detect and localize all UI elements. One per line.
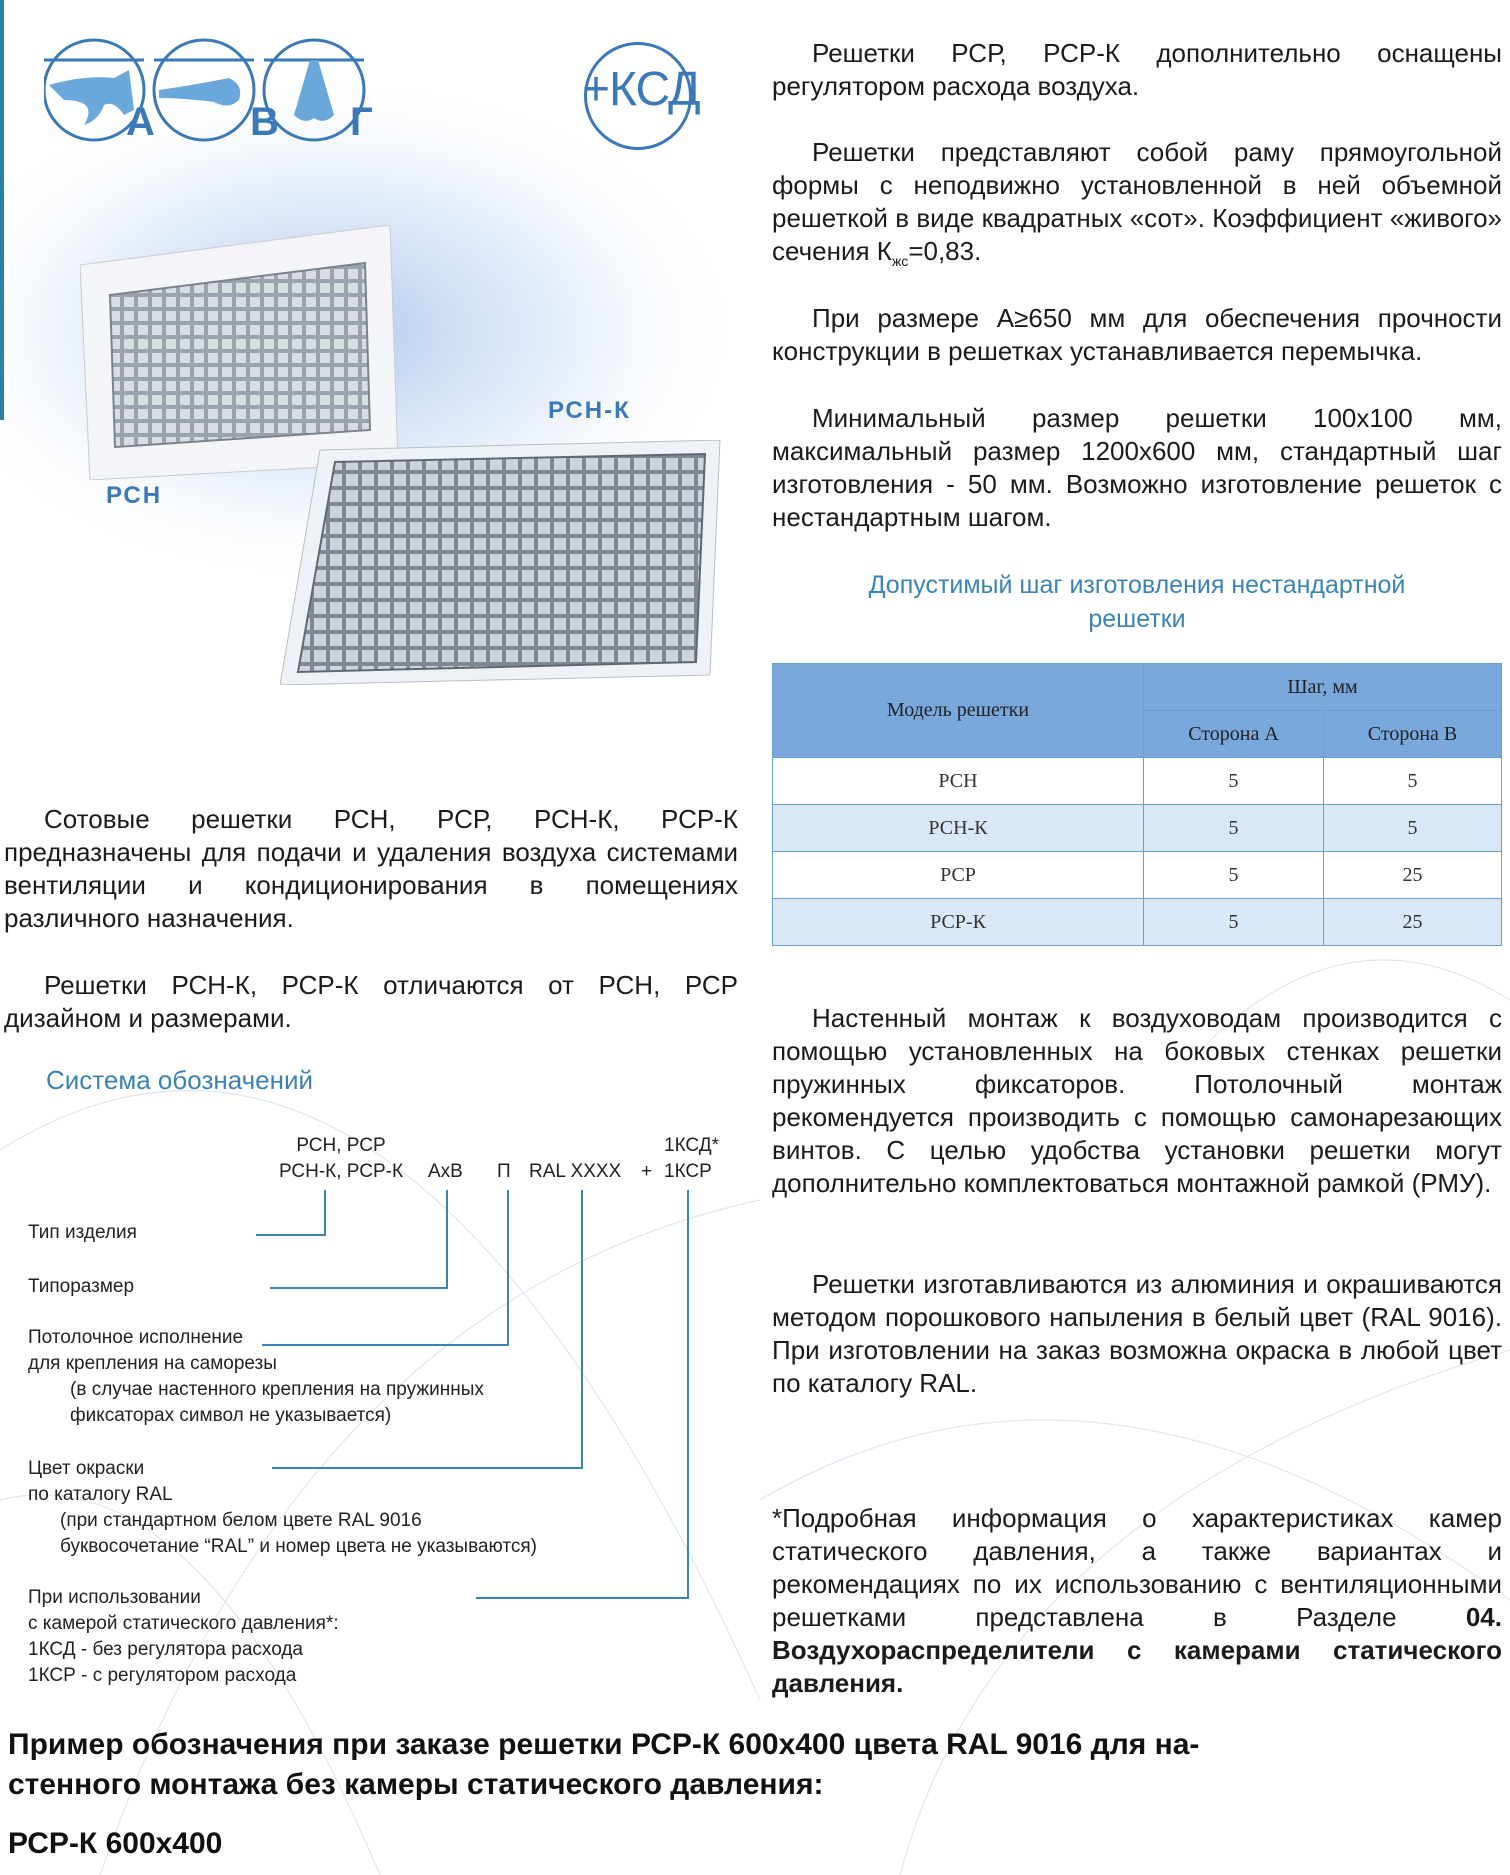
paragraph-footnote: *Подробная информация о характеристиках камер статического давления, а также вариантах и рекомендациях по их использованию с вентиляционными решетками представлена в Разделе 04. Воздухораспределители с камерами статического давления.	[772, 1503, 1502, 1698]
rsnk-photo-label: РСН-К	[548, 397, 631, 424]
order-example-code: РСР-К 600х400	[8, 1827, 223, 1860]
flow-g-icon	[264, 40, 364, 140]
paragraph-purpose: Сотовые решетки РСН, РСР, РСН-К, РСР-К предназначены для подачи и удаления воздуха системами вентиляции и кондиционирования в помещениях различного назначения.	[4, 804, 738, 933]
code-models: РСН, РСР РСН-К, РСР-К	[278, 1135, 404, 1182]
label-ceiling: Потолочное исполнение для крепления на саморезы (в случае настенного крепления на пружинных фиксаторах символ не указывается)	[28, 1327, 484, 1426]
paragraph-sizes: Минимальный размер решетки 100х100 мм, максимальный размер 1200х600 мм, стандартный шаг изготовления - 50 мм. Возможно изготовление решеток с нестандартным шагом.	[772, 403, 1502, 532]
code-p: П	[497, 1161, 511, 1182]
table-caption: Допустимый шаг изготовления нестандартной решетки	[868, 571, 1406, 633]
paragraph-difference: Решетки РСН-К, РСР-К отличаются от РСН, РСР дизайном и размерами.	[4, 970, 738, 1033]
table-header-step: Шаг, мм	[1144, 664, 1502, 711]
flow-g-label: Г	[350, 100, 373, 144]
flow-type-icons	[44, 30, 374, 150]
code-size: АхВ	[428, 1161, 463, 1182]
rsn-photo-label: РСН	[106, 482, 163, 509]
table-row: РСН-К 5 5	[773, 805, 1502, 852]
label-product-type: Тип изделия	[28, 1222, 137, 1243]
step-table	[772, 663, 1502, 946]
label-chamber: При использовании с камерой статического давления*: 1КСД - без регулятора расхода 1КСР - с регулятором расхода	[28, 1587, 339, 1686]
table-header-model: Модель решетки	[773, 664, 1144, 758]
paragraph-mounting: Настенный монтаж к воздуховодам производится с помощью установленных на боковых стенках решетки пружинных фиксаторов. Потолочный монтаж рекомендуется производить с помощью самонарезающих винтов. С целью удобства установки решетки могут дополнительно комплектоваться монтажной рамкой (РМУ).	[772, 1003, 1502, 1198]
code-chamber: 1КСД* 1КСР	[664, 1135, 719, 1182]
flow-b-icon	[154, 40, 254, 140]
code-ral: RAL XXXX	[529, 1161, 622, 1182]
label-color: Цвет окраски по каталогу RAL (при стандартном белом цвете RAL 9016 буквосочетание “RAL” и номер цвета не указываются)	[28, 1458, 537, 1557]
paragraph-grille-frame: Решетки представляют собой раму прямоугольной формы с неподвижно установленной в ней объемной решеткой в виде квадратных «сот». Коэффициент «живого» сечения $К_{жс}=0,83$.	[772, 137, 1502, 270]
flow-b-label: В	[250, 100, 279, 144]
paragraph-material: Решетки изготавливаются из алюминия и окрашиваются методом порошкового напыления в белый цвет (RAL 9016). При изготовлении на заказ возможна окраска в любой цвет по каталогу RAL.	[772, 1269, 1502, 1398]
paragraph-rsr-regulator: Решетки РСР, РСР-К дополнительно оснащены регулятором расхода воздуха.	[772, 38, 1502, 101]
grille-rsnk-photo	[280, 440, 725, 685]
paragraph-jumper: При размере А≥650 мм для обеспечения прочности конструкции в решетках устанавливается перемычка.	[772, 303, 1502, 366]
table-row: РСН 5 5	[773, 758, 1502, 805]
code-plus: +	[641, 1161, 653, 1182]
table-header-side-b: Сторона В	[1324, 711, 1502, 758]
flow-a-label: А	[126, 100, 155, 144]
designation-title: Система обозначений	[46, 1065, 314, 1095]
table-header-side-a: Сторона А	[1144, 711, 1324, 758]
order-example: Пример обозначения при заказе решетки РСР-К 600х400 цвета RAL 9016 для на- стенного монтажа без камеры статического давления:	[8, 1728, 1200, 1801]
table-row: РСР-К 5 25	[773, 899, 1502, 946]
ksd-badge-text: +КСД	[582, 63, 700, 116]
table-row: РСР 5 25	[773, 852, 1502, 899]
label-size: Типоразмер	[28, 1276, 135, 1297]
